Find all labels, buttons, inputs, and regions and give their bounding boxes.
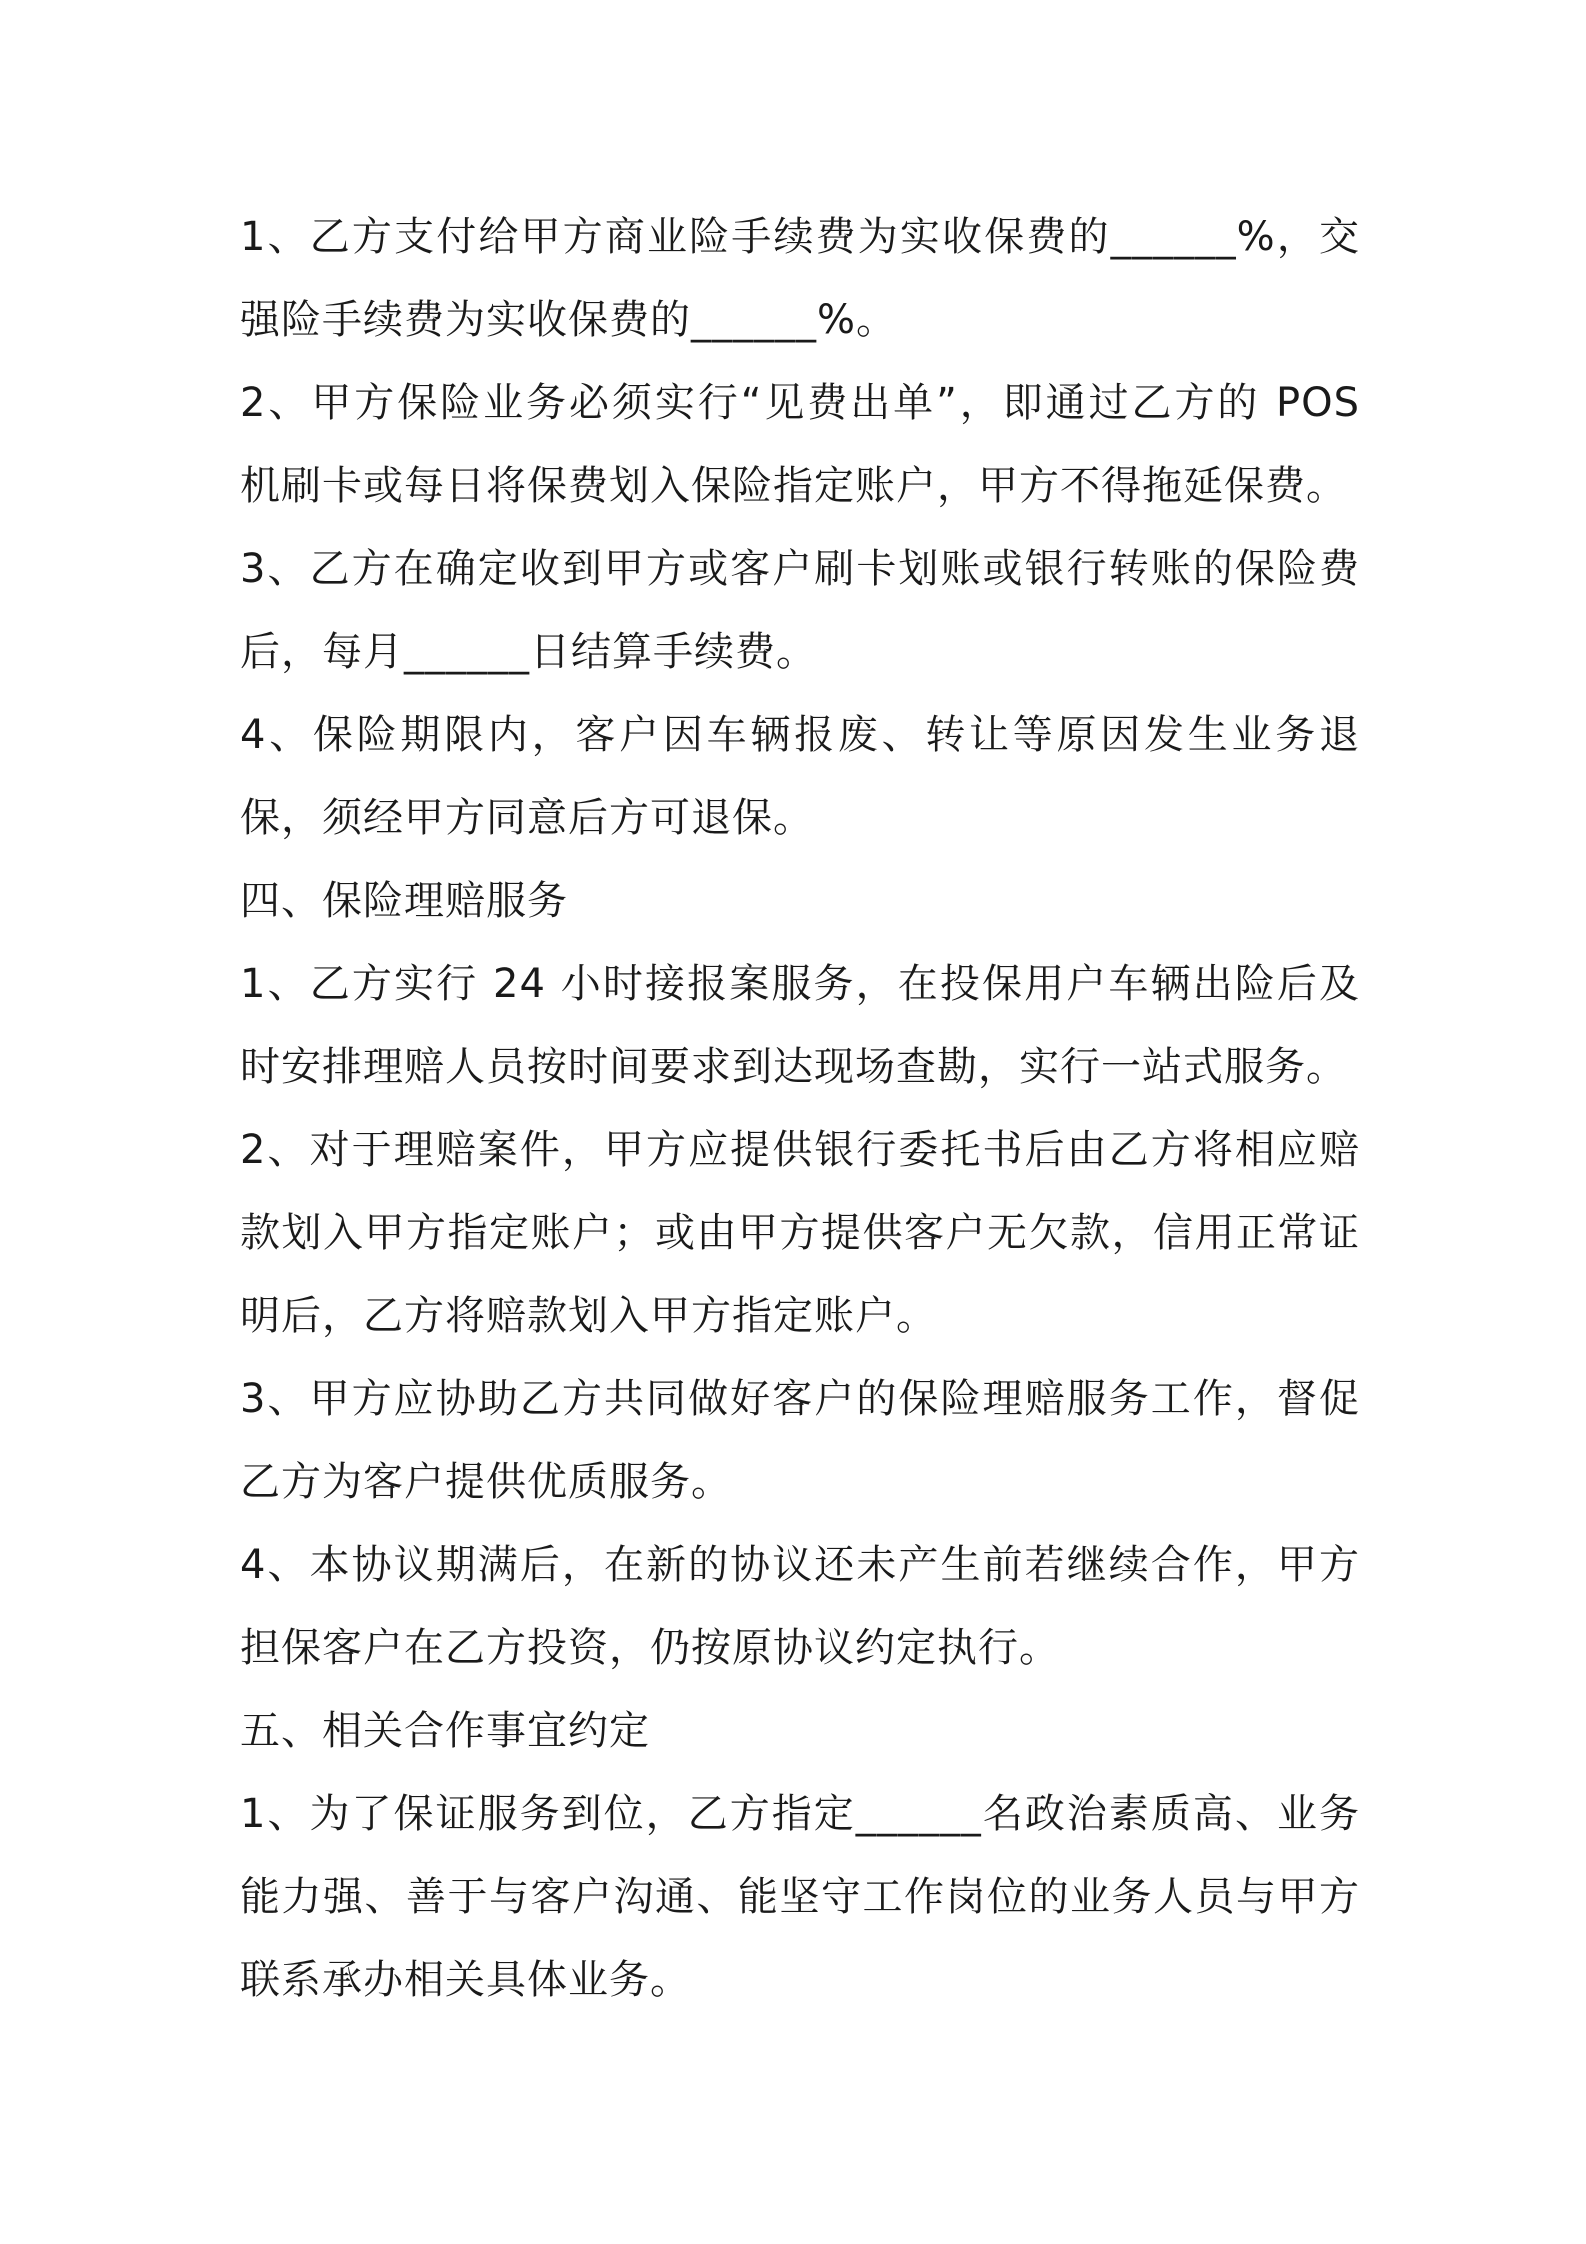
section-heading-claims: 四、保险理赔服务 bbox=[240, 878, 568, 924]
clause-commission-rate: 1、乙方支付给甲方商业险手续费为实收保费的______%，交强险手续费为实收保费的______%。 bbox=[240, 214, 1360, 343]
clause-claim-payment: 2、对于理赔案件，甲方应提供银行委托书后由乙方将相应赔款划入甲方指定账户；或由甲方提供客户无欠款，信用正常证明后，乙方将赔款划入甲方指定账户。 bbox=[240, 1127, 1360, 1339]
clause-claim-assistance: 3、甲方应协助乙方共同做好客户的保险理赔服务工作，督促乙方为客户提供优质服务。 bbox=[240, 1376, 1360, 1505]
clause-pay-before-issue: 2、甲方保险业务必须实行“见费出单”，即通过乙方的 POS 机刷卡或每日将保费划入保险指定账户，甲方不得拖延保费。 bbox=[240, 380, 1360, 509]
clause-staff-assignment: 1、为了保证服务到位，乙方指定______名政治素质高、业务能力强、善于与客户沟通、能坚守工作岗位的业务人员与甲方联系承办相关具体业务。 bbox=[240, 1791, 1360, 2003]
clause-24h-service: 1、乙方实行 24 小时接报案服务，在投保用户车辆出险后及时安排理赔人员按时间要求到达现场查勘，实行一站式服务。 bbox=[240, 961, 1360, 1090]
document-body bbox=[240, 196, 1360, 2022]
section-heading-cooperation: 五、相关合作事宜约定 bbox=[240, 1708, 650, 1754]
clause-cancellation: 4、保险期限内，客户因车辆报废、转让等原因发生业务退保，须经甲方同意后方可退保。 bbox=[240, 712, 1360, 841]
clause-agreement-expiry: 4、本协议期满后，在新的协议还未产生前若继续合作，甲方担保客户在乙方投资，仍按原协议约定执行。 bbox=[240, 1542, 1360, 1671]
clause-monthly-settlement: 3、乙方在确定收到甲方或客户刷卡划账或银行转账的保险费后，每月______日结算手续费。 bbox=[240, 546, 1360, 675]
